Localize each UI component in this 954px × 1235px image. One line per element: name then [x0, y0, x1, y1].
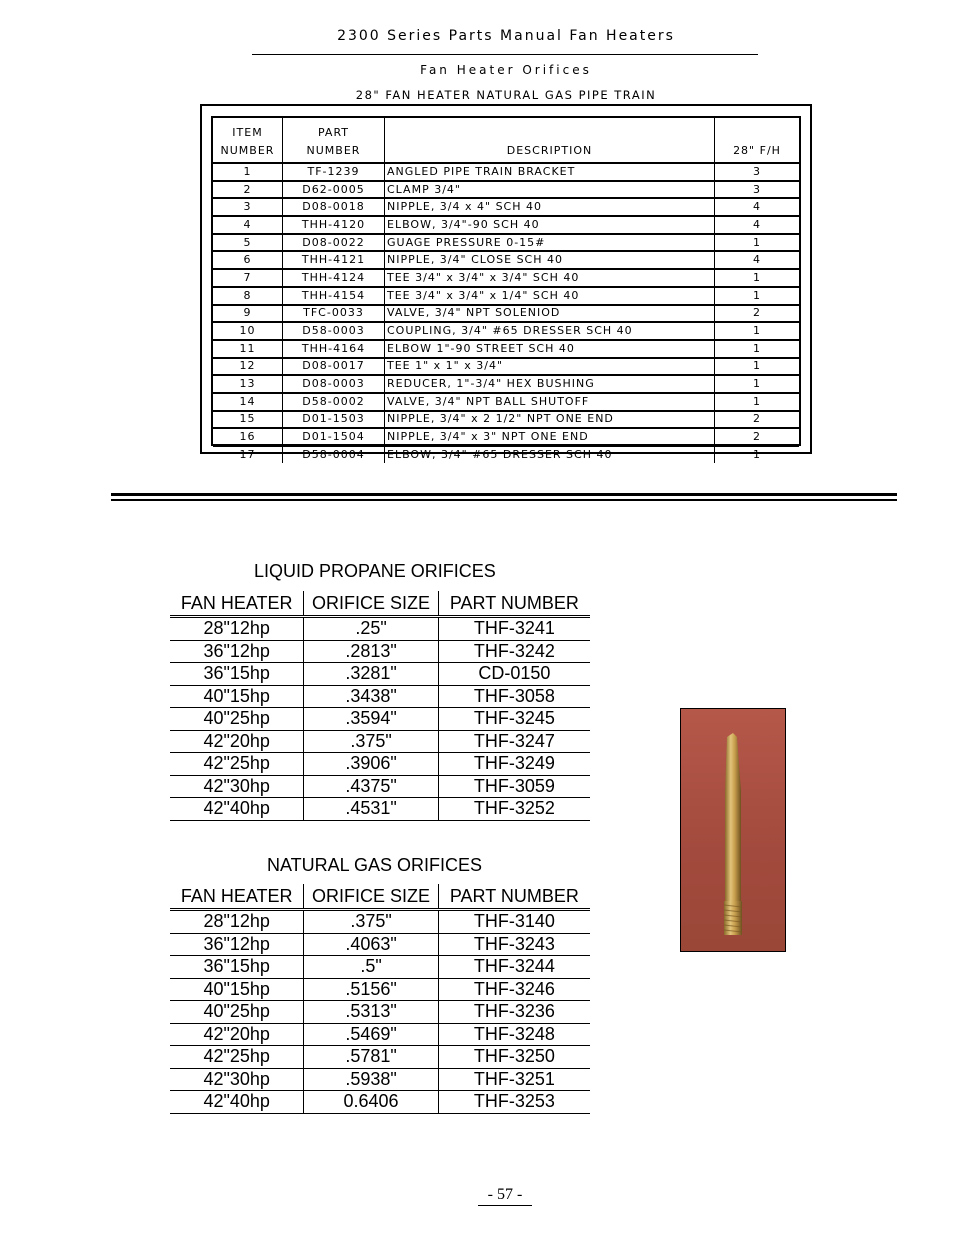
item-number-cell: 15: [213, 411, 283, 429]
part-number-cell: TFC-0033: [283, 305, 385, 323]
section-divider-bottom: [111, 499, 897, 501]
pipe-train-row: [213, 305, 799, 323]
orifice-size-cell: .4063": [304, 933, 438, 956]
part-number-cell: THH-4124: [283, 269, 385, 287]
part-number-cell: THF-3248: [438, 1023, 590, 1046]
quantity-cell: 1: [753, 447, 761, 461]
part-number-cell: D01-1503: [283, 411, 385, 429]
orifice-row: [170, 708, 590, 731]
orifice-size-header: ORIFICE SIZE: [304, 884, 438, 910]
fan-heater-header: FAN HEATER: [170, 591, 304, 617]
orifice-size-header: ORIFICE SIZE: [304, 591, 438, 617]
item-number-cell: 1: [213, 163, 283, 181]
description-cell: ELBOW, 3/4" #65 DRESSER SCH 40: [385, 446, 715, 463]
fan-heater-cell: 36"12hp: [170, 933, 304, 956]
part-number-cell: THF-3236: [438, 1001, 590, 1024]
description-cell: TEE 3/4" x 3/4" x 3/4" SCH 40: [385, 269, 715, 287]
item-number-cell: 13: [213, 375, 283, 393]
pipe-train-row: [213, 322, 799, 340]
fan-heater-cell: 42"25hp: [170, 753, 304, 776]
part-number-cell: D08-0017: [283, 358, 385, 376]
item-number-cell: 2: [213, 181, 283, 199]
pipe-train-row: [213, 198, 799, 216]
pipe-train-header-row: [213, 118, 799, 163]
part-number-cell: THH-4121: [283, 251, 385, 269]
pipe-train-row: [213, 428, 799, 446]
description-header: DESCRIPTION: [385, 118, 715, 163]
pipe-train-table-frame: [211, 116, 801, 461]
pipe-train-table: [213, 118, 799, 463]
item-number-cell: 3: [213, 198, 283, 216]
orifice-row: [170, 753, 590, 776]
section-divider-top: [111, 493, 897, 496]
description-cell: REDUCER, 1"-3/4" HEX BUSHING: [385, 375, 715, 393]
quantity-cell: 3: [715, 163, 800, 181]
orifice-size-cell: .375": [304, 910, 438, 934]
part-number-cell: THF-3245: [438, 708, 590, 731]
pipe-train-row: [213, 163, 799, 181]
orifice-row: [170, 775, 590, 798]
natural-gas-header-row: [170, 884, 590, 910]
fan-heater-cell: 42"40hp: [170, 1091, 304, 1114]
part-number-cell: THH-4120: [283, 216, 385, 234]
part-number-cell: D08-0022: [283, 234, 385, 252]
part-number-cell: TF-1239: [283, 163, 385, 181]
orifice-row: [170, 1091, 590, 1114]
orifice-row: [170, 617, 590, 641]
part-number-cell: D58-0002: [283, 393, 385, 411]
description-cell: NIPPLE, 3/4 x 4" SCH 40: [385, 198, 715, 216]
quantity-cell: 1: [715, 322, 800, 340]
item-number-cell: 6: [213, 251, 283, 269]
description-cell: ANGLED PIPE TRAIN BRACKET: [385, 163, 715, 181]
propane-title: LIQUID PROPANE ORIFICES: [254, 561, 496, 581]
orifice-row: [170, 978, 590, 1001]
quantity-cell: 4: [715, 198, 800, 216]
part-number-cell: THH-4164: [283, 340, 385, 358]
part-number-header: PART NUMBER: [438, 884, 590, 910]
quantity-cell: 4: [715, 216, 800, 234]
pipe-train-row: [213, 358, 799, 376]
item-number-cell: 16: [213, 428, 283, 446]
natural-gas-orifice-table: [170, 884, 590, 1114]
description-cell: ELBOW, 3/4"-90 SCH 40: [385, 216, 715, 234]
orifice-size-cell: .5313": [304, 1001, 438, 1024]
orifice-row: [170, 1001, 590, 1024]
item-number-cell: 12: [213, 358, 283, 376]
pipe-train-row: [213, 181, 799, 199]
part-number-cell: THF-3252: [438, 798, 590, 821]
part-number-cell: THF-3140: [438, 910, 590, 934]
pipe-train-row: [213, 375, 799, 393]
pipe-train-row: [213, 446, 799, 463]
item-number-cell: 10: [213, 322, 283, 340]
manual-title: 2300 Series Parts Manual Fan Heaters: [337, 28, 675, 44]
description-cell: COUPLING, 3/4" #65 DRESSER SCH 40: [385, 322, 715, 340]
part-number-header: PART NUMBER: [438, 591, 590, 617]
fan-heater-cell: 42"20hp: [170, 730, 304, 753]
fan-heater-cell: 36"15hp: [170, 956, 304, 979]
item-number-cell: 14: [213, 393, 283, 411]
fan-heater-cell: 42"30hp: [170, 775, 304, 798]
orifice-size-cell: .4531": [304, 798, 438, 821]
item-number-cell: 4: [213, 216, 283, 234]
part-number-cell: D58-0003: [283, 322, 385, 340]
propane-orifice-table: [170, 591, 590, 821]
item-number-cell: 17: [213, 446, 283, 463]
description-cell: NIPPLE, 3/4" CLOSE SCH 40: [385, 251, 715, 269]
pipe-train-row: [213, 287, 799, 305]
quantity-cell: 1: [715, 340, 800, 358]
orifice-size-cell: .5156": [304, 978, 438, 1001]
part-number-cell: THF-3249: [438, 753, 590, 776]
orifice-size-cell: .5469": [304, 1023, 438, 1046]
fan-heater-header: FAN HEATER: [170, 884, 304, 910]
fan-heater-cell: 28"12hp: [170, 617, 304, 641]
orifice-size-cell: 0.6406: [304, 1091, 438, 1114]
item-number-cell: 8: [213, 287, 283, 305]
pipe-train-row: [213, 251, 799, 269]
part-number-cell: THF-3059: [438, 775, 590, 798]
orifice-size-cell: .375": [304, 730, 438, 753]
fan-heater-cell: 40"25hp: [170, 708, 304, 731]
part-number-cell: D58-0004: [283, 446, 385, 463]
brass-orifice-image: [681, 709, 785, 951]
orifice-size-cell: .4375": [304, 775, 438, 798]
description-cell: CLAMP 3/4": [385, 181, 715, 199]
orifice-row: [170, 640, 590, 663]
orifice-size-cell: .25": [304, 617, 438, 641]
page-number: - 57 -: [478, 1186, 532, 1206]
orifice-row: [170, 910, 590, 934]
fan-heater-cell: 40"15hp: [170, 978, 304, 1001]
orifice-size-cell: .5": [304, 956, 438, 979]
orifice-size-cell: .5938": [304, 1068, 438, 1091]
description-cell: VALVE, 3/4" NPT SOLENIOD: [385, 305, 715, 323]
description-cell: GUAGE PRESSURE 0-15#: [385, 234, 715, 252]
part-number-header: PART NUMBER: [283, 118, 385, 163]
item-number-cell: 9: [213, 305, 283, 323]
part-number-cell: THF-3246: [438, 978, 590, 1001]
orifice-row: [170, 685, 590, 708]
orifice-row: [170, 1046, 590, 1069]
orifice-row: [170, 798, 590, 821]
pipe-train-row: [213, 216, 799, 234]
quantity-cell: 3: [715, 181, 800, 199]
part-number-cell: THF-3241: [438, 617, 590, 641]
part-number-cell: D08-0018: [283, 198, 385, 216]
quantity-cell: 1: [715, 269, 800, 287]
fan-heater-cell: 42"25hp: [170, 1046, 304, 1069]
quantity-cell: 2: [715, 428, 800, 446]
fan-heater-cell: 42"30hp: [170, 1068, 304, 1091]
natural-gas-title: NATURAL GAS ORIFICES: [267, 855, 483, 875]
fan-heater-cell: 40"25hp: [170, 1001, 304, 1024]
fan-heater-cell: 40"15hp: [170, 685, 304, 708]
quantity-cell: 1: [715, 375, 800, 393]
orifice-row: [170, 730, 590, 753]
part-number-cell: D62-0005: [283, 181, 385, 199]
orifice-row: [170, 663, 590, 686]
description-cell: NIPPLE, 3/4" x 2 1/2" NPT ONE END: [385, 411, 715, 429]
quantity-cell: 1: [715, 393, 800, 411]
orifice-row: [170, 933, 590, 956]
orifice-size-cell: .3438": [304, 685, 438, 708]
quantity-cell: 2: [715, 411, 800, 429]
quantity-cell: 1: [715, 358, 800, 376]
item-number-cell: 7: [213, 269, 283, 287]
quantity-header: 28" F/H: [715, 118, 800, 163]
pipe-train-row: [213, 411, 799, 429]
section-title: Fan Heater Orifices: [420, 63, 592, 77]
orifice-size-cell: .3594": [304, 708, 438, 731]
description-cell: TEE 3/4" x 3/4" x 1/4" SCH 40: [385, 287, 715, 305]
pipe-train-caption: 28" FAN HEATER NATURAL GAS PIPE TRAIN: [355, 88, 657, 102]
part-number-cell: THH-4154: [283, 287, 385, 305]
item-number-cell: 11: [213, 340, 283, 358]
item-number-cell: 5: [213, 234, 283, 252]
fan-heater-cell: 42"40hp: [170, 798, 304, 821]
part-number-cell: D08-0003: [283, 375, 385, 393]
description-cell: VALVE, 3/4" NPT BALL SHUTOFF: [385, 393, 715, 411]
orifice-row: [170, 1068, 590, 1091]
pipe-train-frame: [200, 104, 812, 461]
orifice-size-cell: .3281": [304, 663, 438, 686]
quantity-cell: 1: [715, 287, 800, 305]
part-number-cell: CD-0150: [438, 663, 590, 686]
pipe-train-row: [213, 234, 799, 252]
orifice-size-cell: .2813": [304, 640, 438, 663]
propane-header-row: [170, 591, 590, 617]
item-number-header: ITEM NUMBER: [213, 118, 283, 163]
description-cell: TEE 1" x 1" x 3/4": [385, 358, 715, 376]
quantity-cell: 2: [715, 305, 800, 323]
part-number-cell: THF-3242: [438, 640, 590, 663]
pipe-train-row: [213, 269, 799, 287]
part-number-cell: THF-3250: [438, 1046, 590, 1069]
orifice-size-cell: .5781": [304, 1046, 438, 1069]
description-cell: ELBOW 1"-90 STREET SCH 40: [385, 340, 715, 358]
header-rule: [252, 54, 758, 55]
orifice-row: [170, 1023, 590, 1046]
part-number-cell: THF-3058: [438, 685, 590, 708]
pipe-train-row: [213, 393, 799, 411]
orifice-photo: [680, 708, 786, 952]
part-number-cell: D01-1504: [283, 428, 385, 446]
description-cell: NIPPLE, 3/4" x 3" NPT ONE END: [385, 428, 715, 446]
quantity-cell: 4: [715, 251, 800, 269]
fan-heater-cell: 28"12hp: [170, 910, 304, 934]
orifice-row: [170, 956, 590, 979]
pipe-train-row: [213, 340, 799, 358]
fan-heater-cell: 42"20hp: [170, 1023, 304, 1046]
orifice-size-cell: .3906": [304, 753, 438, 776]
fan-heater-cell: 36"15hp: [170, 663, 304, 686]
part-number-cell: THF-3251: [438, 1068, 590, 1091]
part-number-cell: THF-3253: [438, 1091, 590, 1114]
part-number-cell: THF-3247: [438, 730, 590, 753]
fan-heater-cell: 36"12hp: [170, 640, 304, 663]
quantity-cell: 1: [715, 234, 800, 252]
part-number-cell: THF-3243: [438, 933, 590, 956]
part-number-cell: THF-3244: [438, 956, 590, 979]
